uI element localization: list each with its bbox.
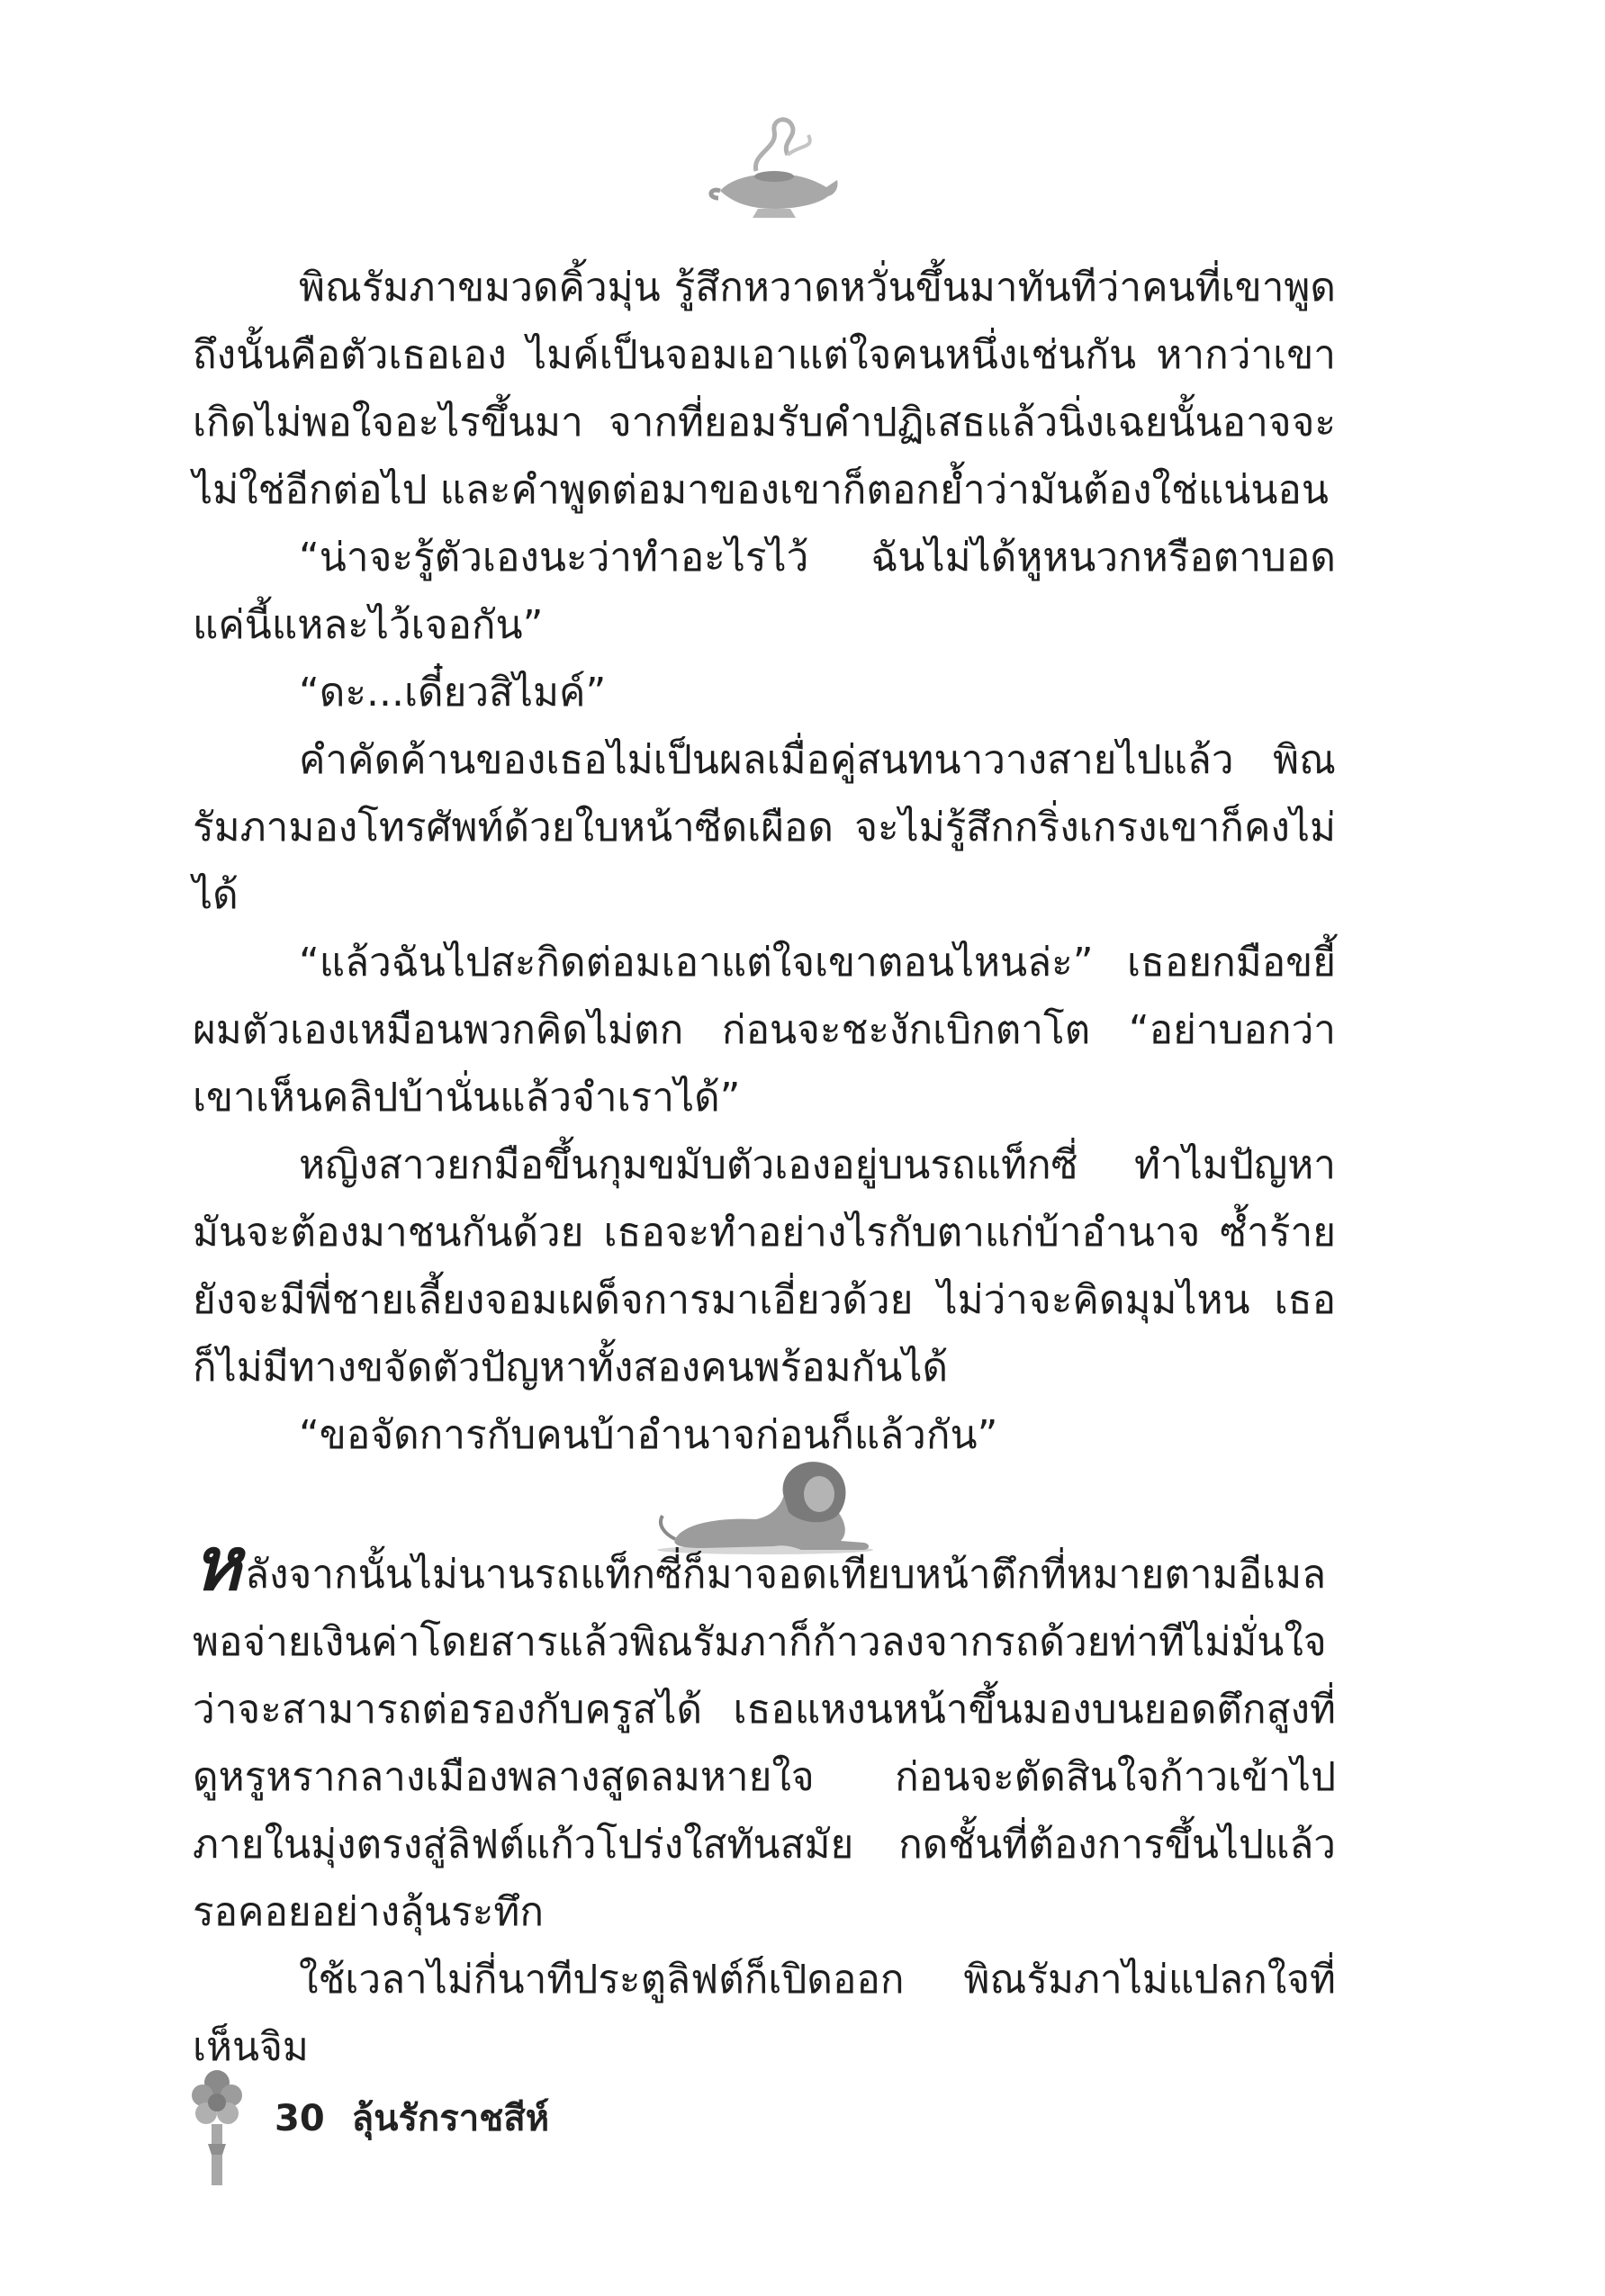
paragraph-text: ลังจากนั้นไม่นานรถแท็กซี่ก็มาจอดเทียบหน้าตึกที่หมายตามอีเมล พอจ่ายเงินค่าโดยสารแล้วพิณรัมภาก็ก้าวลงจากรถด้วยท่าทีไม่มั่นใจว่าจะสามารถต่อรองกับครูสได้ เธอแหงนหน้าขึ้นมองบนยอดตึกสูงที่ดูหรูหรากลางเมืองพลางสูดลมหายใจ ก่อนจะตัดสินใจก้าวเข้าไปภายในมุ่งตรงสู่ลิฟต์แก้วโปร่งใสทันสมัย กดชั้นที่ต้องการขึ้นไปแล้วรอคอยอย่างลุ้นระทึก bbox=[193, 1552, 1336, 1935]
flower-bouquet-icon bbox=[185, 2061, 249, 2187]
body-text-bottom bbox=[193, 1521, 1336, 2081]
paragraph: ใช้เวลาไม่กี่นาทีประตูลิฟต์ก็เปิดออก พิณรัมภาไม่แปลกใจที่เห็นจิม bbox=[193, 1957, 1336, 2070]
paragraph: คำคัดค้านของเธอไม่เป็นผลเมื่อคู่สนทนาวางสายไปแล้ว พิณรัมภามองโทรศัพท์ด้วยใบหน้าซีดเผือด จะไม่รู้สึกกริ่งเกรงเขาก็คงไม่ได้ bbox=[193, 737, 1336, 918]
drop-cap: ห bbox=[193, 1521, 242, 1607]
paragraph bbox=[193, 1521, 1336, 1946]
magic-lamp-icon bbox=[702, 108, 846, 225]
dialogue-paragraph: “ขอจัดการกับคนบ้าอำนาจก่อนก็แล้วกัน” bbox=[299, 1412, 998, 1458]
body-text-top bbox=[193, 254, 1336, 1469]
dialogue-paragraph: “น่าจะรู้ตัวเองนะว่าทำอะไรไว้ ฉันไม่ได้หูหนวกหรือตาบอด แค่นี้แหละไว้เจอกัน” bbox=[193, 535, 1336, 648]
paragraph: พิณรัมภาขมวดคิ้วมุ่น รู้สึกหวาดหวั่นขึ้นมาทันทีว่าคนที่เขาพูดถึงนั้นคือตัวเธอเอง ไมค์เป็นจอมเอาแต่ใจคนหนึ่งเช่นกัน หากว่าเขาเกิดไม่พอใจอะไรขึ้นมา จากที่ยอมรับคำปฏิเสธแล้วนิ่งเฉยนั้นอาจจะไม่ใช่อีกต่อไป และคำพูดต่อมาของเขาก็ตอกย้ำว่ามันต้องใช่แน่นอน bbox=[193, 265, 1336, 513]
page-number: 30 bbox=[275, 2098, 325, 2139]
dialogue-paragraph: “ดะ...เดี๋ยวสิไมค์” bbox=[299, 670, 607, 716]
paragraph: หญิงสาวยกมือขึ้นกุมขมับตัวเองอยู่บนรถแท็กซี่ ทำไมปัญหามันจะต้องมาชนกันด้วย เธอจะทำอย่างไรกับตาแก่บ้าอำนาจ ซ้ำร้ายยังจะมีพี่ชายเลี้ยงจอมเผด็จการมาเอี่ยวด้วย ไม่ว่าจะคิดมุมไหน เธอก็ไม่มีทางขจัดตัวปัญหาทั้งสองคนพร้อมกันได้ bbox=[193, 1142, 1336, 1391]
lion-icon bbox=[648, 1440, 882, 1557]
book-title: ลุ้นรักราชสีห์ bbox=[351, 2098, 550, 2139]
page-footer bbox=[185, 2061, 725, 2187]
footer-text bbox=[275, 2097, 576, 2140]
dialogue-paragraph: “แล้วฉันไปสะกิดต่อมเอาแต่ใจเขาตอนไหนล่ะ” เธอยกมือขยี้ผมตัวเองเหมือนพวกคิดไม่ตก ก่อนจะชะงักเบิกตาโต “อย่าบอกว่าเขาเห็นคลิปบ้านั่นแล้วจำเราได้” bbox=[193, 940, 1336, 1121]
